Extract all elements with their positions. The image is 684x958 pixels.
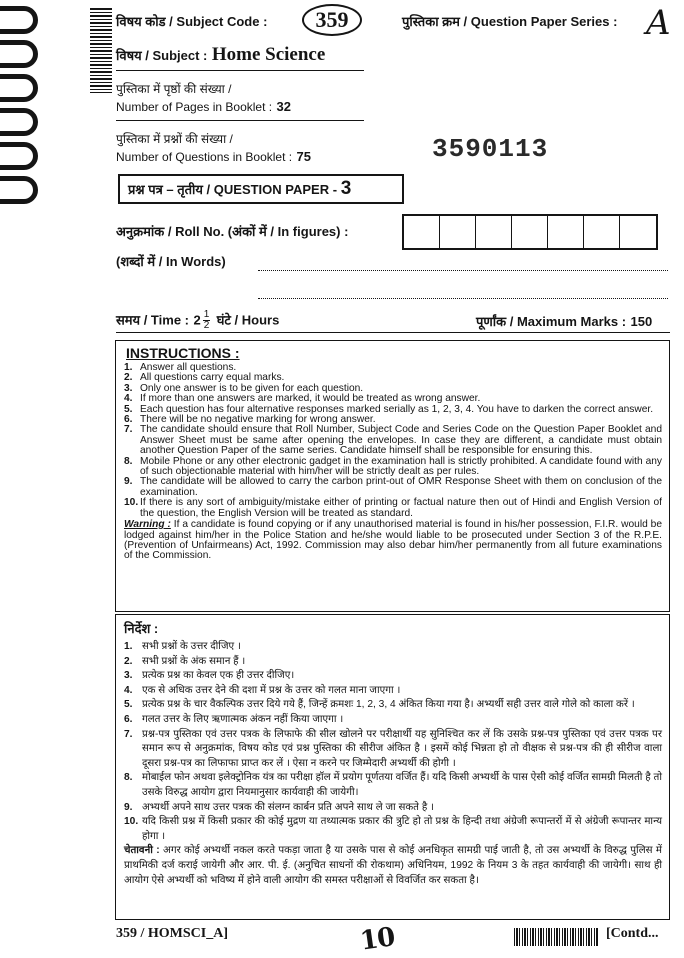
questions-label: Number of Questions in Booklet : <box>116 150 293 164</box>
marks-row <box>476 312 652 331</box>
instruction-number: 9. <box>124 476 133 488</box>
hindi-instruction-item <box>124 669 662 684</box>
time-fraction-numerator: 1 <box>203 309 210 320</box>
subject-code-label: विषय कोड / Subject Code : <box>116 14 268 29</box>
warning-label: Warning : <box>124 519 171 531</box>
instruction-text: All questions carry equal marks. <box>140 372 285 384</box>
hindi-instruction-text: प्रत्येक प्रश्न का केवल एक ही उत्तर दीजिए। <box>142 670 295 682</box>
warning-english <box>124 520 662 562</box>
hindi-instruction-item <box>124 801 662 816</box>
roll-digit-box[interactable] <box>548 216 584 248</box>
question-paper-box <box>118 174 404 204</box>
hindi-instruction-text: प्रश्न-पत्र पुस्तिका एवं उत्तर पत्रक के लिफाफे की सील खोलने पर परीक्षार्थी यह सुनिश्चित कर लें कि उसके प्रश्न-पत्र पुस्तिका एवं उत्तर पत्रक पर समान रूप से अनुक्रमांक, विषय कोड एवं प्रश्न पुस्तिका की सीरीज अंकित है । इसमें कोई भिन्नता हो तो वीक्षक से प्रश्न-पत्र की ही सीरीज वाला दूसरा प्रश्न-पत्र का लिफाफा प्राप्त कर लें । ऐसा न करने पर जिम्मेदारी अभ्यर्थी की होगी । <box>142 728 662 769</box>
instruction-number: 1. <box>124 362 133 373</box>
hindi-instruction-number: 10. <box>124 816 139 828</box>
pages-underline <box>116 120 364 121</box>
instruction-item <box>124 425 662 456</box>
in-words-line-2[interactable] <box>258 298 668 299</box>
hindi-instructions-list <box>124 640 662 844</box>
instructions-title: INSTRUCTIONS : <box>126 345 240 361</box>
time-row <box>116 310 279 331</box>
hindi-instruction-item <box>124 655 662 670</box>
continued-label: [Contd... <box>606 926 659 941</box>
instruction-text: If more than one answers are marked, it would be treated as wrong answer. <box>140 393 481 405</box>
barcode-vertical <box>90 8 112 93</box>
instruction-number: 4. <box>124 393 133 405</box>
hindi-instruction-number: 2. <box>124 655 133 667</box>
hindi-instruction-text: अभ्यर्थी अपने साथ उत्तर पत्रक की संलग्न कार्बन प्रति अपने साथ ले जा सकते है । <box>142 801 434 813</box>
hindi-instruction-item <box>124 771 662 800</box>
series-value: A <box>646 3 671 43</box>
booklet-serial-number: 3590113 <box>432 134 549 164</box>
roll-digit-box[interactable] <box>584 216 620 248</box>
warning-text: If a candidate is found copying or if any unauthorised material is found in his/her possession, F.I.R. would be lodged against him/her in the Police Station and he/she would liable to be prosecuted under Section 3 of the R.P.E. (Prevention of Unfairmeans) Act, 1992. Commission may also debar him/her permanently from all future examinations of the Commission. <box>124 519 662 562</box>
hindi-instruction-text: यदि किसी प्रश्न में किसी प्रकार की कोई मुद्रण या तथ्यात्मक प्रकार की त्रुटि हो तो प्रश्न के हिन्दी तथा अंग्रेजी रूपान्तरों में से अंग्रेजी रूपान्तर मान्य होगा । <box>142 816 662 842</box>
subject-code-value: 359 <box>302 4 362 36</box>
hindi-instruction-item <box>124 815 662 844</box>
hindi-instruction-text: सभी प्रश्नों के उत्तर दीजिए । <box>142 641 241 652</box>
time-fraction-denominator: 2 <box>203 320 210 331</box>
instruction-text: Each question has four alternative responses marked serially as 1, 2, 3, 4. You have to darken the correct answer. <box>140 403 654 415</box>
instructions-english <box>115 340 670 612</box>
in-words-line-1[interactable] <box>258 270 668 271</box>
questions-row <box>116 148 311 166</box>
hindi-instruction-number: 7. <box>124 728 133 740</box>
hindi-instruction-text: गलत उत्तर के लिए ऋणात्मक अंकन नहीं किया जाएगा । <box>142 713 344 725</box>
hindi-instruction-text: प्रत्येक प्रश्न के चार वैकल्पिक उत्तर दिये गये हैं, जिन्हें क्रमशः 1, 2, 3, 4 अंकित किया गया है। अभ्यर्थी सही उत्तर वाले गोले को काला करें । <box>142 699 635 711</box>
hindi-instruction-item <box>124 640 662 655</box>
hindi-instruction-item <box>124 713 662 728</box>
subject-row <box>116 44 325 66</box>
time-label: समय / Time : <box>116 312 189 328</box>
paper-label: प्रश्न पत्र – तृतीय / QUESTION PAPER - <box>128 182 338 197</box>
subject-label: विषय / Subject : <box>116 48 208 63</box>
pages-label: Number of Pages in Booklet : <box>116 100 273 114</box>
instruction-number: 3. <box>124 382 133 394</box>
hindi-instruction-item <box>124 684 662 699</box>
time-fraction <box>203 310 211 331</box>
instructions-hindi <box>115 614 670 920</box>
hindi-instruction-number: 4. <box>124 684 133 696</box>
hindi-instruction-text: सभी प्रश्नों के अंक समान हैं । <box>142 655 246 667</box>
instruction-item <box>124 498 662 519</box>
instruction-text: The candidate will be allowed to carry the carbon print-out of OMR Response Sheet with them on conclusion of the examination. <box>140 476 662 498</box>
instruction-text: Mobile Phone or any other electronic gadget in the examination hall is strictly prohibited. A candidate found with any of such objectionable material with him/her will be strictly dealt as per rules. <box>140 455 662 478</box>
hindi-instruction-text: मोबाईल फोन अथवा इलेक्ट्रोनिक यंत्र का परीक्षा हॉल में प्रयोग पूर्णतया वर्जित हैं। यदि किसी अभ्यर्थी के पास ऐसी कोई वर्जित सामग्री मिलती है तो उसके विरुद्ध आयोग द्वारा नियमानुसार कार्यवाही की जायेगी। <box>142 772 662 798</box>
instruction-number: 2. <box>124 372 133 384</box>
subject-underline <box>116 70 364 71</box>
instruction-item <box>124 477 662 498</box>
hindi-instructions-title: निर्देश : <box>124 621 159 636</box>
pages-label-hindi: पुस्तिका में पृष्ठों की संख्या / <box>116 82 232 96</box>
instruction-text: If there is any sort of ambiguity/mistake either of printing or factual nature then out of Hindi and English Version of the question, the English Version will be treated as standard. <box>140 497 662 519</box>
time-unit: घंटे / Hours <box>216 312 280 328</box>
pages-value: 32 <box>276 99 292 114</box>
questions-label-hindi: पुस्तिका में प्रश्नों की संख्या / <box>116 132 233 146</box>
hindi-instruction-text: एक से अधिक उत्तर देने की दशा में प्रश्न के उत्तर को गलत माना जाएगा । <box>142 684 401 696</box>
pages-row <box>116 98 291 116</box>
roll-digit-box[interactable] <box>404 216 440 248</box>
instruction-number: 5. <box>124 403 133 415</box>
instructions-list <box>124 363 662 519</box>
hindi-warning-text: अगर कोई अभ्यर्थी नकल करते पकड़ा जाता है या उसके पास से कोई अनधिकृत सामग्री पाई जाती है, तो उस अभ्यर्थी के विरुद्ध पुलिस में प्राथमिकी दर्ज कराई जायेगी और आर. पी. ई. (अनुचित साधनों की रोकथाम) अधिनियम, 1992 के नियम 3 के तहत कार्यवाही की जायेगी। साथ ही आयोग ऐसे अभ्यर्थी को भविष्य में होने वाली आयोग की समस्त परीक्षाओं से विवर्जित कर सकता है। <box>124 845 662 886</box>
roll-digit-box[interactable] <box>440 216 476 248</box>
time-underline <box>116 332 670 333</box>
roll-digit-box[interactable] <box>512 216 548 248</box>
in-words-label: (शब्दों में / In Words) <box>116 254 226 269</box>
series-label: पुस्तिका क्रम / Question Paper Series : <box>402 14 618 29</box>
hindi-instruction-number: 5. <box>124 699 133 711</box>
handwritten-stamp: 10 <box>358 922 397 957</box>
subject-value: Home Science <box>211 44 326 65</box>
hindi-instruction-number: 8. <box>124 772 133 784</box>
roll-number-label: अनुक्रमांक / Roll No. (अंकों में / In figures) : <box>116 224 349 239</box>
paper-number: 3 <box>340 178 352 199</box>
instruction-number: 6. <box>124 414 133 426</box>
marks-label: पूर्णांक / Maximum Marks : <box>476 314 627 329</box>
marks-value: 150 <box>630 314 653 329</box>
hindi-instruction-item <box>124 728 662 772</box>
paper-code-footer: 359 / HOMSCI_A] <box>116 926 228 941</box>
barcode-footer <box>514 928 598 946</box>
hindi-instruction-number: 3. <box>124 670 133 682</box>
hindi-instruction-item <box>124 698 662 713</box>
hindi-instruction-number: 9. <box>124 801 133 813</box>
hindi-instruction-number: 6. <box>124 713 133 725</box>
instruction-number: 10. <box>124 497 139 509</box>
instruction-number: 7. <box>124 424 133 436</box>
instruction-number: 8. <box>124 455 133 467</box>
hindi-warning-label: चेतावनी : <box>124 845 160 857</box>
roll-number-boxes[interactable] <box>402 214 658 250</box>
instruction-text: Only one answer is to be given for each question. <box>140 382 364 394</box>
instruction-text: The candidate should ensure that Roll Number, Subject Code and Series Code on the Question Paper Booklet and Answer Sheet must be same after opening the envelopes. In case they are different, a candidate must obtain another Question Paper of the same series. Candidate himself shall be responsible for ensuring this. <box>140 424 662 457</box>
instruction-text: Answer all questions. <box>140 362 237 373</box>
warning-hindi <box>124 844 662 888</box>
questions-value: 75 <box>296 149 312 164</box>
instruction-item <box>124 457 662 478</box>
binding-edge-marks <box>0 0 42 215</box>
instruction-text: There will be no negative marking for wrong answer. <box>140 414 376 426</box>
roll-digit-box[interactable] <box>476 216 512 248</box>
hindi-instruction-number: 1. <box>124 641 133 652</box>
time-whole: 2 <box>193 312 201 328</box>
roll-digit-box[interactable] <box>620 216 656 248</box>
